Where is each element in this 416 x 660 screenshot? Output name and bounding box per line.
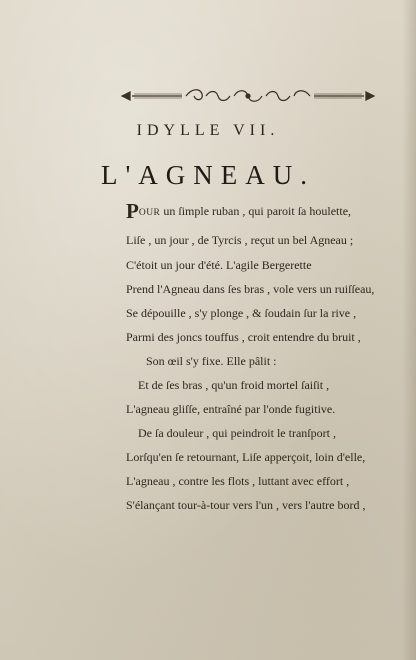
poem-line-text: un ſimple ruban , qui paroit ſa houlette, <box>160 204 352 218</box>
poem-line-7: Son œil s'y fixe. Elle pâlit : <box>146 354 277 368</box>
poem-body <box>0 199 416 532</box>
poem-line-13: S'élançant tour-à-tour vers l'un , vers l'autre bord , <box>126 498 366 512</box>
poem-line-8: Et de ſes bras , qu'un froid mortel ſaiſit , <box>138 378 330 392</box>
small-caps: OUR <box>138 208 161 218</box>
poem-line-3: C'étoit un jour d'été. L'agile Bergerette <box>126 258 312 272</box>
poem-line-11: Lorſqu'en ſe retournant, Liſe apperçoit, loin d'elle, <box>126 450 366 464</box>
poem-line-12: L'agneau , contre les flots , luttant avec effort , <box>126 474 350 488</box>
poem-line-2: Liſe , un jour , de Tyrcis , reçut un bel Agneau ; <box>126 233 354 247</box>
poem-line-1 <box>126 199 352 223</box>
decorative-ornament-icon <box>120 86 376 106</box>
poem-line-5: Se dépouille , s'y plonge , & ſoudain ſur la rive , <box>126 306 357 320</box>
poem-line-4: Prend l'Agneau dans ſes bras , vole vers un ruiſſeau, <box>126 282 375 296</box>
poem-title: L'AGNEAU. <box>100 160 316 190</box>
poem-line-6: Parmi des joncs touffus , croit entendre du bruit , <box>126 330 361 344</box>
poem-line-10: De ſa douleur , qui peindroit le tranſport , <box>138 426 336 440</box>
drop-cap: P <box>126 199 139 223</box>
poem-line-9: L'agneau gliſſe, entraîné par l'onde fugitive. <box>126 402 336 416</box>
idylle-number: IDYLLE VII. <box>136 122 280 139</box>
